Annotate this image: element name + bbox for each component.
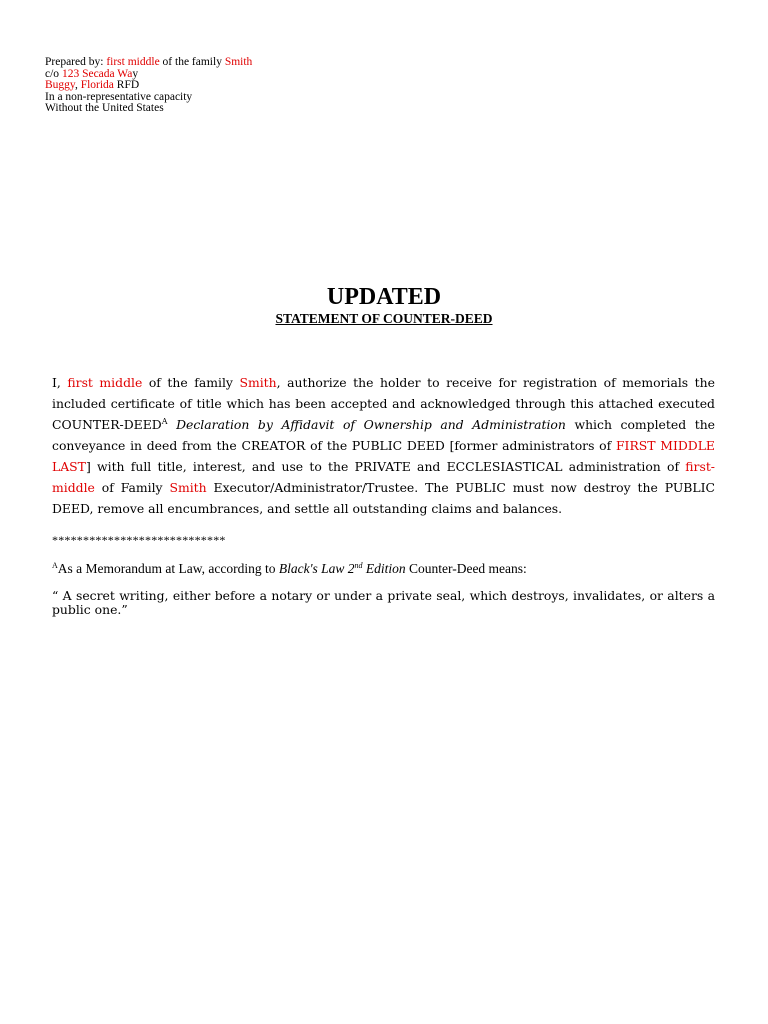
declaration-title: Declaration by Affidavit of Ownership and Administration	[176, 417, 566, 432]
without-line: Without the United States	[45, 102, 164, 115]
document-title: UPDATED	[326, 284, 442, 310]
document-subtitle: STATEMENT OF COUNTER-DEED	[275, 311, 493, 326]
preparer-family: Smith	[224, 56, 253, 68]
source-citation: Black's Law 2nd Edition	[278, 561, 406, 576]
hyphenated-name: first-middle	[52, 459, 715, 495]
memo-footnote-mark: A	[52, 561, 58, 570]
rfd: RFD	[113, 79, 140, 92]
address-prefix: c/o	[45, 67, 62, 80]
family-name: Smith	[169, 480, 207, 495]
statement-paragraph: I, first middle of the family Smith, authorize the holder to receive for registration of memorials the included certificate of title which has been accepted and acknowledged through this attached executed COUNTER-$DEED^A$ Declaration by Affidavit of Ownership and Administration which completed the conveyance in deed from the CREATOR of the PUBLIC DEED [former administrators of FIRST MIDDLE LAST] with full title, interest, and use to the PRIVATE and ECCLESIASTICAL administration of first-middle of Family Smith Executor/Administrator/Trustee. The PUBLIC must now destroy the PUBLIC DEED, remove all encumbrances, and settle all outstanding claims and balances.	[52, 375, 716, 516]
footnote-mark: A	[161, 417, 168, 426]
city-separator: ,	[74, 79, 81, 92]
capacity-line: In a non-representative capacity	[45, 90, 193, 103]
authorizer-name: first middle	[67, 375, 143, 390]
full-name: FIRST MIDDLE LAST	[52, 438, 715, 474]
separator-stars: ****************************	[52, 533, 226, 547]
authorizer-family: Smith	[239, 375, 277, 390]
preparer-block	[45, 57, 252, 115]
prepared-by-connector: of the family	[159, 56, 225, 68]
state: Florida	[80, 79, 114, 92]
address-street: 123 Secada Wa	[61, 67, 133, 80]
prepared-by-label: Prepared by:	[45, 56, 107, 68]
preparer-name: first middle	[106, 56, 160, 68]
memorandum-line: $^A$As a Memorandum at Law, according to Black's Law 2nd Edition Counter-Deed means:	[52, 561, 527, 576]
address-street-end: y	[132, 67, 139, 80]
city: Buggy	[45, 79, 75, 92]
definition-quote: “ A secret writing, either before a notary or under a private seal, which destroys, invalidates, or alters a public one.”	[52, 588, 715, 617]
